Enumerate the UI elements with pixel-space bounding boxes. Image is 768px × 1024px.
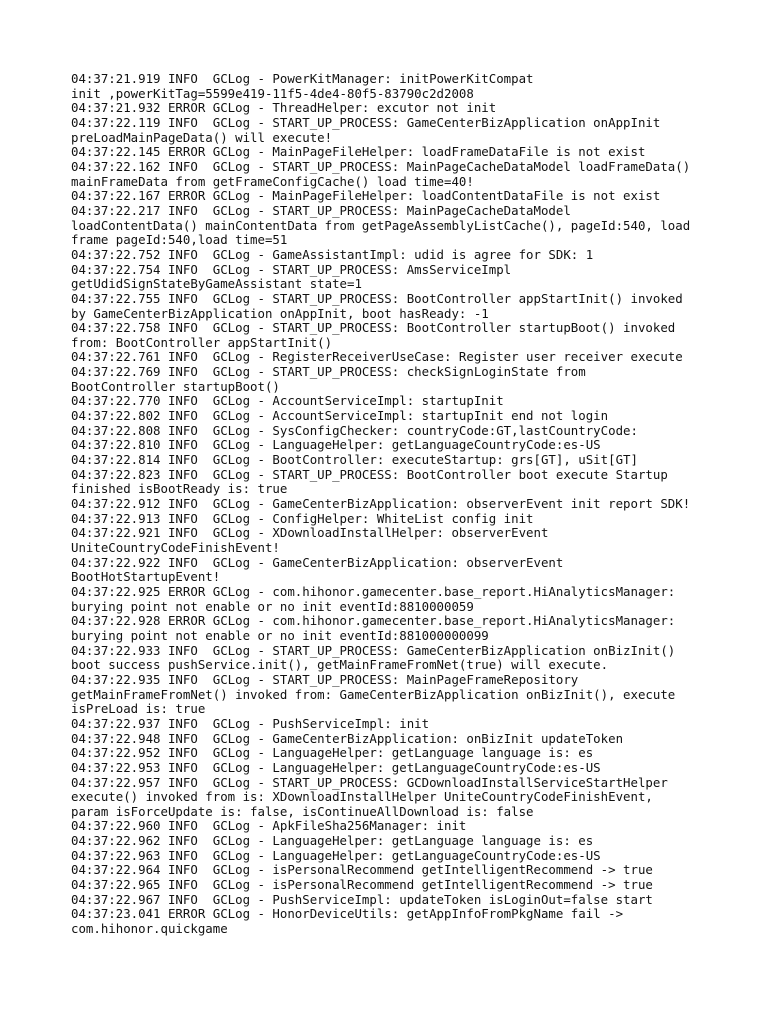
log-entry	[71, 189, 690, 204]
log-line: 04:37:22.814 INFO GCLog - BootController: executeStartup: grs[GT], uSit[GT]	[71, 452, 638, 468]
log-entry	[71, 321, 690, 350]
log-line: burying point not enable or no init eventId:881000000099	[71, 627, 489, 643]
log-line: 04:37:22.922 INFO GCLog - GameCenterBizApplication: observerEvent	[71, 554, 564, 570]
log-entry	[71, 424, 690, 439]
log-entry	[71, 556, 690, 585]
log-entry	[71, 248, 690, 263]
log-entry	[71, 849, 690, 864]
log-entry	[71, 497, 690, 512]
log-line: mainFrameData from getFrameConfigCache() load time=40!	[71, 173, 474, 189]
log-entry	[71, 409, 690, 424]
log-entry	[71, 819, 690, 834]
log-entry	[71, 878, 690, 893]
log-line: 04:37:22.957 INFO GCLog - START_UP_PROCESS: GCDownloadInstallServiceStartHelper	[71, 774, 668, 790]
log-entry	[71, 292, 690, 321]
log-line: 04:37:22.167 ERROR GCLog - MainPageFileHelper: loadContentDataFile is not exist	[71, 188, 661, 204]
log-line: 04:37:22.962 INFO GCLog - LanguageHelper: getLanguage language is: es	[71, 833, 594, 849]
log-entry	[71, 204, 690, 248]
log-line: 04:37:22.145 ERROR GCLog - MainPageFileHelper: loadFrameDataFile is not exist	[71, 144, 646, 160]
log-entry	[71, 776, 690, 820]
log-line: 04:37:22.963 INFO GCLog - LanguageHelper: getLanguageCountryCode:es-US	[71, 847, 601, 863]
log-line: init ,powerKitTag=5599e419-11f5-4de4-80f5-83790c2d2008	[71, 85, 474, 101]
log-line: 04:37:22.952 INFO GCLog - LanguageHelper: getLanguage language is: es	[71, 745, 594, 761]
log-entry	[71, 585, 690, 614]
log-line: 04:37:22.754 INFO GCLog - START_UP_PROCESS: AmsServiceImpl	[71, 261, 512, 277]
log-entry	[71, 394, 690, 409]
log-line: boot success pushService.init(), getMainFrameFromNet(true) will execute.	[71, 657, 609, 673]
log-line: isPreLoad is: true	[71, 701, 206, 717]
log-line: 04:37:22.933 INFO GCLog - START_UP_PROCESS: GameCenterBizApplication onBizInit()	[71, 642, 676, 658]
log-entry	[71, 438, 690, 453]
log-line: UniteCountryCodeFinishEvent!	[71, 540, 280, 555]
log-entry	[71, 512, 690, 527]
log-line: 04:37:22.960 INFO GCLog - ApkFileSha256Manager: init	[71, 818, 467, 834]
log-line: 04:37:22.912 INFO GCLog - GameCenterBizApplication: observerEvent init report SDK!	[71, 496, 691, 512]
log-line: 04:37:22.770 INFO GCLog - AccountServiceImpl: startupInit	[71, 393, 504, 409]
log-line: 04:37:22.965 INFO GCLog - isPersonalRecommend getIntelligentRecommend -> true	[71, 877, 653, 893]
log-line: from: BootController appStartInit()	[71, 334, 333, 350]
log-line: 04:37:22.967 INFO GCLog - PushServiceImpl: updateToken isLoginOut=false start	[71, 891, 653, 907]
log-line: 04:37:22.937 INFO GCLog - PushServiceImpl: init	[71, 715, 430, 731]
log-line: 04:37:22.752 INFO GCLog - GameAssistantImpl: udid is agree for SDK: 1	[71, 246, 594, 262]
log-entry	[71, 614, 690, 643]
log-line: execute() invoked from is: XDownloadInstallHelper UniteCountryCodeFinishEvent,	[71, 789, 653, 805]
log-line: burying point not enable or no init eventId:8810000059	[71, 598, 474, 614]
log-line: 04:37:22.769 INFO GCLog - START_UP_PROCESS: checkSignLoginState from	[71, 364, 586, 380]
log-line: frame pageId:540,load time=51	[71, 232, 288, 248]
log-line: 04:37:21.932 ERROR GCLog - ThreadHelper: excutor not init	[71, 100, 497, 116]
log-entry	[71, 732, 690, 747]
log-line: BootController startupBoot()	[71, 378, 280, 394]
log-entry	[71, 72, 690, 101]
log-entry	[71, 101, 690, 116]
log-entry	[71, 160, 690, 189]
log-entry	[71, 863, 690, 878]
log-entry	[71, 365, 690, 394]
log-text	[71, 72, 690, 937]
log-line: 04:37:22.964 INFO GCLog - isPersonalRecommend getIntelligentRecommend -> true	[71, 862, 653, 878]
log-entry	[71, 263, 690, 292]
log-line: getMainFrameFromNet() invoked from: GameCenterBizApplication onBizInit(), execute	[71, 686, 676, 702]
log-line: 04:37:22.217 INFO GCLog - START_UP_PROCESS: MainPageCacheDataModel	[71, 202, 571, 218]
log-line: 04:37:22.925 ERROR GCLog - com.hihonor.gamecenter.base_report.HiAnalyticsManager:	[71, 583, 676, 599]
log-line: BootHotStartupEvent!	[71, 569, 221, 585]
log-entry	[71, 350, 690, 365]
log-entry	[71, 644, 690, 673]
log-entry	[71, 468, 690, 497]
log-entry	[71, 761, 690, 776]
log-line: 04:37:22.935 INFO GCLog - START_UP_PROCESS: MainPageFrameRepository	[71, 671, 579, 687]
log-line: 04:37:22.761 INFO GCLog - RegisterReceiverUseCase: Register user receiver execute	[71, 349, 683, 365]
log-entry	[71, 746, 690, 761]
log-entry	[71, 834, 690, 849]
log-line: 04:37:21.919 INFO GCLog - PowerKitManager: initPowerKitCompat	[71, 71, 534, 86]
log-line: 04:37:22.948 INFO GCLog - GameCenterBizApplication: onBizInit updateToken	[71, 730, 624, 746]
log-line: 04:37:23.041 ERROR GCLog - HonorDeviceUtils: getAppInfoFromPkgName fail ->	[71, 906, 624, 922]
log-line: getUdidSignStateByGameAssistant state=1	[71, 276, 362, 292]
log-line: 04:37:22.808 INFO GCLog - SysConfigChecker: countryCode:GT,lastCountryCode:	[71, 422, 638, 438]
log-line: 04:37:22.913 INFO GCLog - ConfigHelper: WhiteList config init	[71, 510, 534, 526]
log-line: 04:37:22.162 INFO GCLog - START_UP_PROCESS: MainPageCacheDataModel loadFrameData()	[71, 158, 691, 174]
log-line: preLoadMainPageData() will execute!	[71, 129, 333, 145]
log-line: 04:37:22.119 INFO GCLog - START_UP_PROCESS: GameCenterBizApplication onAppInit	[71, 114, 661, 130]
log-line: 04:37:22.921 INFO GCLog - XDownloadInstallHelper: observerEvent	[71, 525, 549, 541]
log-line: 04:37:22.928 ERROR GCLog - com.hihonor.gamecenter.base_report.HiAnalyticsManager:	[71, 613, 676, 629]
log-line: 04:37:22.810 INFO GCLog - LanguageHelper: getLanguageCountryCode:es-US	[71, 437, 601, 453]
log-entry	[71, 116, 690, 145]
log-line: 04:37:22.755 INFO GCLog - START_UP_PROCESS: BootController appStartInit() invoked	[71, 290, 683, 306]
log-line: 04:37:22.823 INFO GCLog - START_UP_PROCESS: BootController boot execute Startup	[71, 466, 668, 482]
log-entry	[71, 145, 690, 160]
log-entry	[71, 717, 690, 732]
log-line: com.hihonor.quickgame	[71, 921, 228, 937]
log-entry	[71, 893, 690, 908]
log-line: by GameCenterBizApplication onAppInit, boot hasReady: -1	[71, 305, 489, 321]
log-line: param isForceUpdate is: false, isContinueAllDownload is: false	[71, 803, 534, 819]
log-line: 04:37:22.802 INFO GCLog - AccountServiceImpl: startupInit end not login	[71, 408, 609, 424]
log-line: finished isBootReady is: true	[71, 481, 288, 497]
log-line: 04:37:22.758 INFO GCLog - START_UP_PROCESS: BootController startupBoot() invoked	[71, 320, 676, 336]
log-line: loadContentData() mainContentData from getPageAssemblyListCache(), pageId:540, load	[71, 217, 691, 233]
log-entry	[71, 453, 690, 468]
log-entry	[71, 526, 690, 555]
log-entry	[71, 907, 690, 936]
log-entry	[71, 673, 690, 717]
log-line: 04:37:22.953 INFO GCLog - LanguageHelper: getLanguageCountryCode:es-US	[71, 759, 601, 775]
